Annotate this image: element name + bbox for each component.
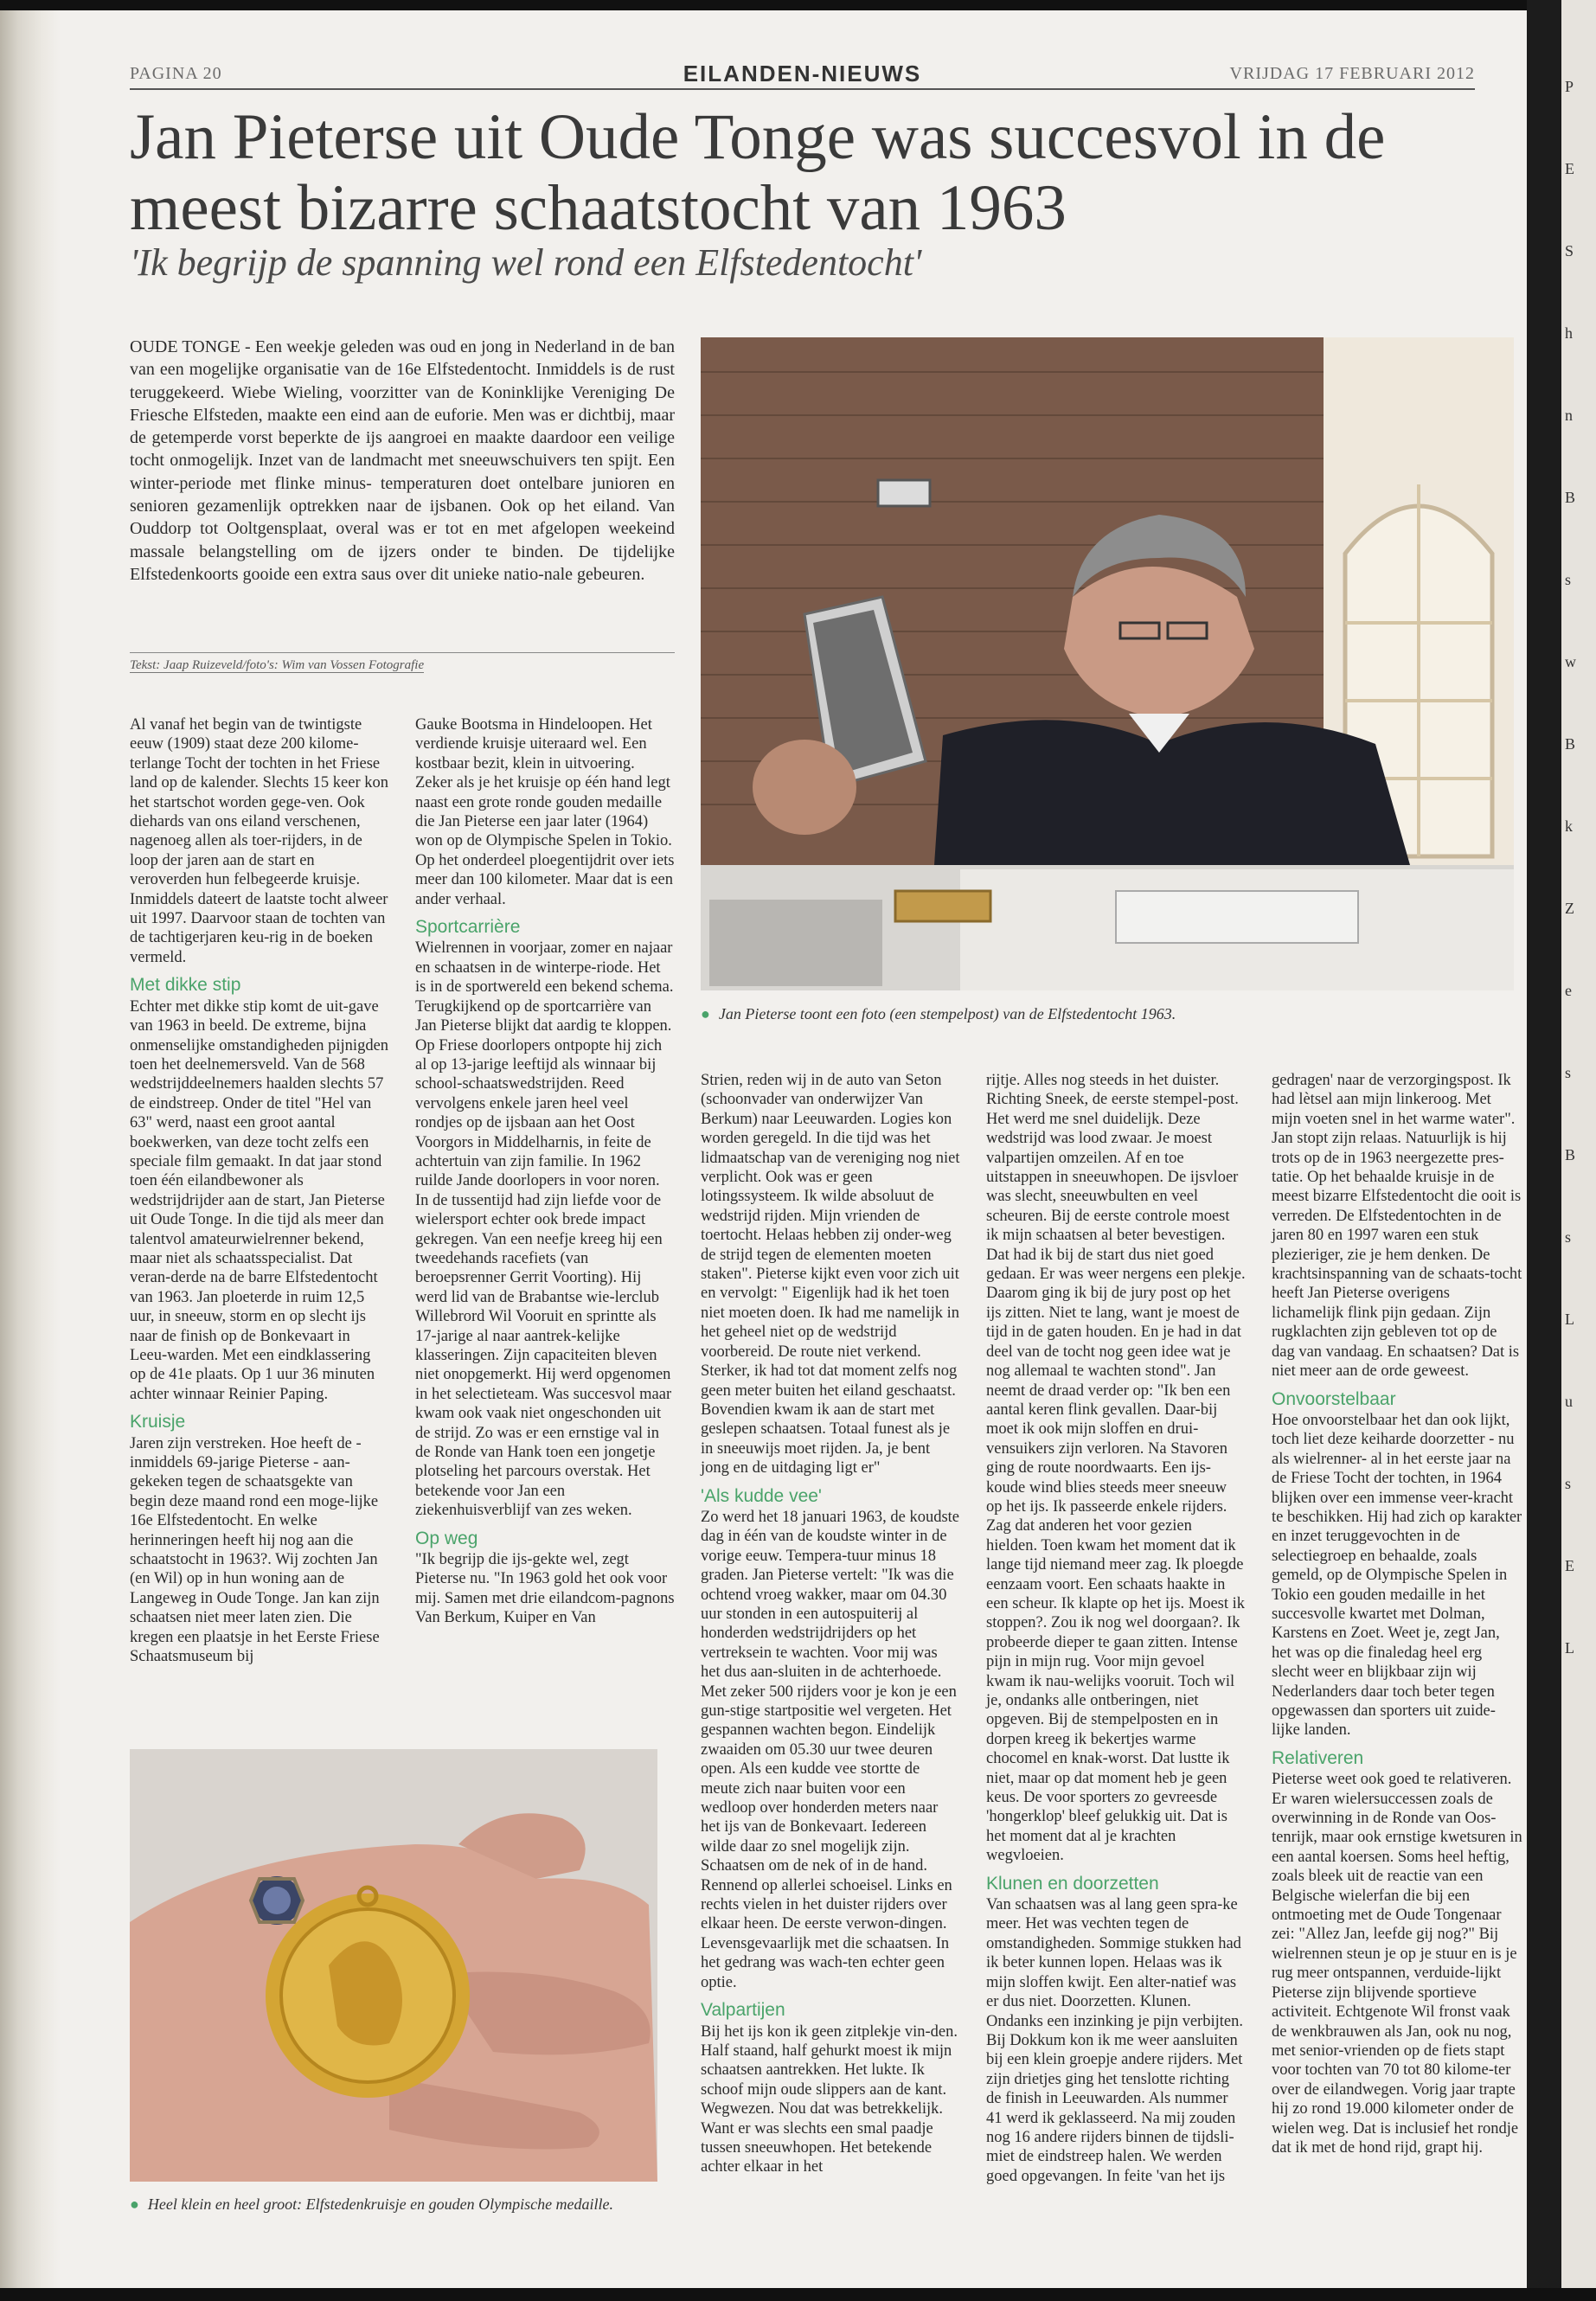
paragraph: Van schaatsen was al lang geen spra-ke meer. Het was vechten tegen de omstandigheden. Sommige stukken had ik beter kunnen lopen. Helaas was ik mijn sloffen kwijt. Een alter-natief was er dus niet. Doorzetten. Klunen. Ondanks een inzinking je pijn verbijten. Bij Dokkum kon ik me weer aansluiten bij een klein groepje andere rijders. Met zijn drietjes ging het tenslotte richting de finish in Leeuwarden. Als nummer 41 werd ik geklasseerd. Na mij zouden nog 16 andere rijders binnen de tijdsli-miet de eindstreep halen. We werden goed opgevangen. In feite 'van het ijs bbox=[986, 1896, 1243, 2185]
scan-top-edge bbox=[0, 0, 1596, 10]
adjacent-page-letter: n bbox=[1565, 407, 1573, 424]
adjacent-page-letter: B bbox=[1565, 1146, 1576, 1163]
scan-bottom-edge bbox=[0, 2288, 1596, 2301]
article-column-5 bbox=[1272, 1071, 1522, 2157]
adjacent-page-letter: u bbox=[1565, 1393, 1573, 1410]
adjacent-page-letter: s bbox=[1565, 1475, 1572, 1492]
adjacent-page-letter: s bbox=[1565, 1228, 1572, 1246]
photo-medal-and-cross bbox=[130, 1749, 657, 2182]
adjacent-page-letter: k bbox=[1565, 817, 1573, 835]
article-subheadline: 'Ik begrijp de spanning wel rond een Elfstedentocht' bbox=[130, 241, 922, 284]
adjacent-page-letter: w bbox=[1565, 653, 1576, 670]
subheading-valpartijen: Valpartijen bbox=[701, 2000, 785, 2021]
adjacent-page-letter: s bbox=[1565, 571, 1572, 588]
article-column-2 bbox=[415, 715, 675, 1628]
adjacent-page-letter: B bbox=[1565, 735, 1576, 753]
subheading-op-weg: Op weg bbox=[415, 1528, 478, 1548]
article-headline: Jan Pieterse uit Oude Tonge was succesvol in de meest bizarre schaatstocht van 1963 bbox=[130, 101, 1386, 244]
adjacent-page-fragment bbox=[1561, 0, 1596, 2301]
adjacent-page-letter: P bbox=[1565, 78, 1574, 95]
photo1-caption bbox=[701, 1005, 1514, 1023]
adjacent-page-letter: S bbox=[1565, 242, 1574, 260]
subheading-onvoorstelbaar: Onvoorstelbaar bbox=[1272, 1388, 1396, 1409]
subheading-met-dikke-stip: Met dikke stip bbox=[130, 975, 241, 996]
subheading-relativeren: Relativeren bbox=[1272, 1747, 1364, 1768]
adjacent-page-letter: B bbox=[1565, 489, 1576, 506]
paragraph: Strien, reden wij in de auto van Seton (schoonvader van onderwijzer Van Berkum) naar Leeuwarden. Logies kon worden geregeld. In die tijd was het lidmaatschap van de vereniging nog niet verplicht. Ook was er geen lotingssysteem. Ik wilde absoluut de wedstrijd rijden. Mijn vrienden de toertocht. Helaas hebben zij onder-weg de strijd tegen de elementen moeten staken". Pieterse kijkt even voor zich uit en vervolgt: " Eigenlijk had ik het toen niet moeten doen. Ik had me namelijk in het geheel niet op de wedstrijd voorbereid. De route niet verkend. Sterker, ik had tot dat moment zelfs nog geen meter buiten het eiland geschaatst. Bovendien kwam ik aan de start met geslepen schaatsen. Totaal funest als je in sneeuwijs moet rijden. Ja, je bent jong en de uitdaging ligt er" bbox=[701, 1072, 960, 1477]
page-gutter bbox=[1527, 0, 1561, 2301]
credit-text: Tekst: Jaap Ruizeveld/foto's: Wim van Vossen Fotografie bbox=[130, 658, 425, 672]
adjacent-page-letter: L bbox=[1565, 1639, 1574, 1657]
photo2-caption-text: Heel klein en heel groot: Elfstedenkruisje en gouden Olympische medaille. bbox=[147, 2195, 614, 2213]
paragraph: Echter met dikke stip komt de uit-gave van 1963 in beeld. De extreme, bijna onmenselijke omstandigheden pijnigden toen het deelnemersveld. Van de 568 wedstrijddeelnemers haalden slechts 57 de eindstreep. Onder de titel "Hel van 63" werd, naast een groot aantal boekwerken, van deze tocht zelfs een speciale film gemaakt. In dat jaar stond toen één eilandbewoner als wedstrijdrijder aan de start, Jan Pieterse uit Oude Tonge. In die tijd als meer dan talentvol amateurwielrenner bekend, maar niet als schaatsspecialist. Dat veran-derde na de barre Elfstedentocht van 1963. Jan ploeterde in ruim 12,5 uur, in sneeuw, storm en op slecht ijs naar de finish op de Bonkevaart in Leeu-warden. Met een eindklassering op de 41e plaats. Op 1 uur 36 minuten achter winnaar Reinier Paping. bbox=[130, 997, 389, 1403]
paragraph: gedragen' naar de verzorgingspost. Ik had lètsel aan mijn linkeroog. Met mijn voeten snel in het warme water". Jan stopt zijn relaas. Natuurlijk is hij trots op de in 1963 neergezette pres-tatie. Op het behaalde kruisje in de meest bizarre Elfstedentocht die ooit is verreden. De Elfstedentochten in de jaren 80 en 1997 waren een stuk plezieriger, zie je hem denken. De krachtsinspanning van de schaats-tocht heeft Jan Pieterse overigens lichamelijk flink pijn gedaan. Zijn rugklachten zijn gebleven tot op de dag van vandaag. En schaatsen? Dat is niet meer aan de orde geweest. bbox=[1272, 1072, 1522, 1381]
adjacent-page-letter: s bbox=[1565, 1064, 1572, 1081]
article-column-4 bbox=[986, 1071, 1246, 2186]
subheading-klunen-en-doorzetten: Klunen en doorzetten bbox=[986, 1873, 1159, 1894]
photo1-caption-text: Jan Pieterse toont een foto (een stempelpost) van de Elfstedentocht 1963. bbox=[718, 1005, 1176, 1022]
header-rule bbox=[130, 88, 1475, 90]
bullet-icon: ● bbox=[130, 2195, 139, 2213]
adjacent-page-letter: e bbox=[1565, 982, 1572, 999]
page-binding-shadow bbox=[0, 10, 61, 2288]
article-intro: OUDE TONGE - Een weekje geleden was oud en jong in Nederland in de ban van een mogelijke organisatie van de 16e Elfstedentocht. Inmiddels is de rust teruggekeerd. Wiebe Wieling, voorzitter van de Koninklijke Vereniging De Friesche Elfsteden, maakte een eind aan de euforie. Men was er dichtbij, maar de getemperde vorst beperkte de ijs aangroei en maakte daardoor een veilige tocht onmogelijk. Inzet van de landmacht met sneeuwschuivers ten spijt. Een winter-periode met flinke minus- temperaturen doet ontelbare junioren en senioren gezamenlijk optrekken naar de ijsbanen. Ook op het eiland. Van Ouddorp tot Ooltgensplaat, overal was er tot en met afgelopen weekeind massale belangstelling om de ijzers onder te binden. De tijdelijke Elfstedenkoorts gooide een extra saus over dit unieke natio-nale gebeuren. bbox=[130, 337, 675, 584]
article-column-3 bbox=[701, 1071, 960, 2177]
photo2-caption bbox=[130, 2195, 692, 2214]
paragraph: Gauke Bootsma in Hindeloopen. Het verdiende kruisje uiteraard wel. Een kostbaar bezit, klein in uitvoering. Zeker als je het kruisje op één hand legt naast een grote ronde gouden medaille die Jan Pieterse een jaar later (1964) won op de Olympische Spelen in Tokio. Op het onderdeel ploegentijdrit over iets meer dan 100 kilometer. Maar dat is een ander verhaal. bbox=[415, 716, 675, 908]
subheading-als-kudde-vee: 'Als kudde vee' bbox=[701, 1485, 822, 1506]
page-number: PAGINA 20 bbox=[130, 64, 222, 83]
bullet-icon: ● bbox=[701, 1005, 710, 1022]
paragraph: Hoe onvoorstelbaar het dan ook lijkt, toch liet deze keiharde doorzetter - nu als wielrenner- al in het eerste jaar na de Friese Tocht der tochten, in 1964 blijken over een immense veer-kracht te beschikken. Hij had zich op karakter en inzet teruggevochten in de selectiegroep en behaalde, zoals gemeld, op de Olympische Spelen in Tokio een gouden medaille in het succesvolle kwartet met Dolman, Karstens en Zoet. Weet je, zegt Jan, het was op die finaledag heel erg slecht weer en blijkbaar zijn wij Nederlanders daar toch beter tegen opgewassen dan sporters uit zuide-lijke landen. bbox=[1272, 1411, 1522, 1740]
adjacent-page-letter: E bbox=[1565, 1557, 1574, 1574]
paragraph: Wielrennen in voorjaar, zomer en najaar en schaatsen in de winterpe-riode. Het is in de sportwereld een bekend schema. Terugkijkend op de sportcarrière van Jan Pieterse blijkt dat aardig te kloppen. Op Friese doorlopers ontpopte hij zich al op 13-jarige leeftijd als winnaar bij school-schaatswedstrijden. Reed vervolgens enkele jaren heel veel rondjes op de ijsbaan aan het Oost Voorgors in Middelharnis, in feite de achtertuin van zijn familie. In 1962 ruilde Jande doorlopers in voor noren. In de tussentijd had zijn liefde voor de wielersport echter ook brede impact gekregen. Van een neefje kreeg hij een tweedehands racefiets (van beroepsrenner Gerrit Voorting). Hij werd lid van de Brabantse wie-lerclub Willebrord Wil Vooruit en sprintte als 17-jarige al naar aantrek-kelijke klasseringen. Zijn capaciteiten bleven niet onopgemerkt. Hij werd opgenomen in het selectieteam. Was succesvol maar kwam ook vaak niet ongeschonden uit de strijd. Zo was er een ernstige val in de Ronde van Hank toen een jongetje plotseling het parcours overstak. Het betekende voor Jan een ziekenhuisverblijf van zes weken. bbox=[415, 939, 674, 1520]
adjacent-page-letter: Z bbox=[1565, 900, 1574, 917]
paragraph: Bij het ijs kon ik geen zitplekje vin-den. Half staand, half gehurkt moest ik mijn schaatsen aantrekken. Het lukte. Ik schoof mijn oude slippers aan de kant. Wegwezen. Nou dat was betrekkelijk. Want er was slechts een smal paadje tussen sneeuwhopen. Het betekende achter elkaar in het bbox=[701, 2022, 958, 2176]
photo-jan-pieterse-with-photo bbox=[701, 337, 1514, 990]
masthead-logo: EILANDEN-NIEUWS bbox=[683, 61, 922, 87]
paragraph: "Ik begrijp die ijs-gekte wel, zegt Pieterse nu. "In 1963 gold het ook voor mij. Samen met drie eilandcom-pagnons Van Berkum, Kuiper en Van bbox=[415, 1551, 675, 1627]
subheading-kruisje: Kruisje bbox=[130, 1412, 186, 1433]
article-credit bbox=[130, 652, 675, 673]
page-header bbox=[130, 61, 1475, 87]
issue-date: VRIJDAG 17 FEBRUARI 2012 bbox=[1229, 64, 1475, 83]
adjacent-page-letter: L bbox=[1565, 1311, 1574, 1328]
paragraph: Al vanaf het begin van de twintigste eeuw (1909) staat deze 200 kilome-terlange Tocht der tochten in het Friese land op de kalender. Slechts 15 keer kon het startschot worden gege-ven. Ook diehards van ons eiland verschenen, nagenoeg allen als toer-rijders, in de loop der jaren aan de start en veroverden hun felbegeerde kruisje. Inmiddels dateert de laatste tocht alweer uit 1997. Daarvoor staan de tochten van de tachtigerjaren keu-rig in de boeken vermeld. bbox=[130, 716, 388, 966]
subheading-sportcarriere: Sportcarrière bbox=[415, 917, 521, 938]
paragraph: rijtje. Alles nog steeds in het duister. Richting Sneek, de eerste stempel-post. Het werd me snel duidelijk. Deze wedstrijd was lood zwaar. Je moest valpartijen omzeilen. Af en toe uitstappen in sneeuwhopen. De ijsvloer was slecht, sneeuwbulten en veel scheuren. Bij de eerste controle moest ik mijn schaatsen al beter bevestigen. Dat had ik bij de start dus niet goed gedaan. Er was weer nergens een plekje. Daarom ging ik bij de jury post op het ijs zitten. Niet te lang, want je moest de tijd in de gaten houden. En je had in dat deel van de tocht nog geen idee wat je nog allemaal te wachten stond". Jan neemt de draad verder op: "Ik ben een aantal keren flink gevallen. Daar-bij moet ik ook mijn sloffen en drui-vensuikers zijn verloren. Na Stavoren ging de route noordwaarts. Een ijs-koude wind blies steeds meer sneeuw op het ijs. Ik passeerde enkele rijders. Zag dat anderen het voor gezien hielden. Toen kwam het moment dat ik lange tijd niemand meer zag. Ik ploegde eenzaam voort. Een schaats haakte in een scheur. Ik klapte op het ijs. Moest ik stoppen?. Zou ik nog wel doorgaan?. Ik probeerde dieper te gaan zitten. Intense pijn in mijn rug. Voor mijn gevoel kwam ik nau-welijks vooruit. Toch wil je, ondanks alle ontberingen, niet opgeven. Bij de stempelposten en in dorpen kreeg ik bekertjes warme chocomel en knak-worst. Dat lustte ik niet, maar op dat moment heb je geen keus. De voor sporters zo gevreesde 'hongerklop' bleef gelukkig uit. Dat is het moment dat al je krachten wegvloeien. bbox=[986, 1072, 1246, 1865]
paragraph: Zo werd het 18 januari 1963, de koudste dag in één van de koudste winter in de vorige eeuw. Tempera-tuur minus 18 graden. Jan Pieterse vertelt: "Ik was die ochtend vroeg wakker, maar om 04.30 uur stonden in een autospuiterij al honderden wedstrijdrijders op het vertreksein te wachten. Voor mij was het dus aan-sluiten in de achterhoede. Met zeker 500 rijders voor je kon je een gun-stige startpositie wel vergeten. Het gespannen wachten begon. Eindelijk zwaaiden om 05.30 uur twee deuren open. Als een kudde vee stortte de meute zich naar buiten voor een wedloop over honderden meters naar het ijs van de Bonkevaart. Iedereen wilde daar zo snel mogelijk zijn. Schaatsen om de nek of in de hand. Rennend op allerlei schoeisel. Links en rechts vielen in het duister rijders over elkaar heen. De eerste verwon-dingen. Levensgevaarlijk met die schaatsen. In het gedrang was wach-ten echter geen optie. bbox=[701, 1508, 960, 1991]
adjacent-page-letter: E bbox=[1565, 160, 1574, 177]
paragraph: Jaren zijn verstreken. Hoe heeft de - inmiddels 69-jarige Pieterse - aan-gekeken tegen de schaatsgekte van begin deze maand rond een moge-lijke 16e Elfstedentocht. En welke herinneringen heeft hij nog aan die schaatstocht in 1963?. Wij zochten Jan (en Wil) op in hun woning aan de Langeweg in Oude Tonge. Jan kan zijn schaatsen niet meer laten zien. Die kregen een plaatsje in het Eerste Friese Schaatsmuseum bij bbox=[130, 1434, 380, 1666]
adjacent-page-letter: h bbox=[1565, 324, 1573, 342]
paragraph: Pieterse weet ook goed te relativeren. Er waren wielersuccessen zoals de overwinning in de Ronde van Oos-tenrijk, maar ook ernstige kwetsuren in een aantal koersen. Soms heel heftig, zoals bleek uit de reactie van een Belgische wielerfan die bij een ontmoeting met de Oude Tongenaar zei: "Allez Jan, leefde gij nog?" Bij wielrennen steun je op je stuur en is je rug meer ontspannen, verduide-lijkt Pieterse zijn blijvende sportieve activiteit. Echtgenote Wil fronst vaak de wenkbrauwen als Jan, ook nu nog, met senior-vrienden op de fiets stapt voor tochten van 70 tot 80 kilome-ter over de eilandwegen. Vorig jaar trapte hij zo rond 19.000 kilometer onder de wielen weg. Dat is inclusief het rondje dat ik met de hond rijd, grapt hij. bbox=[1272, 1771, 1522, 2157]
article-column-1 bbox=[130, 715, 389, 1667]
